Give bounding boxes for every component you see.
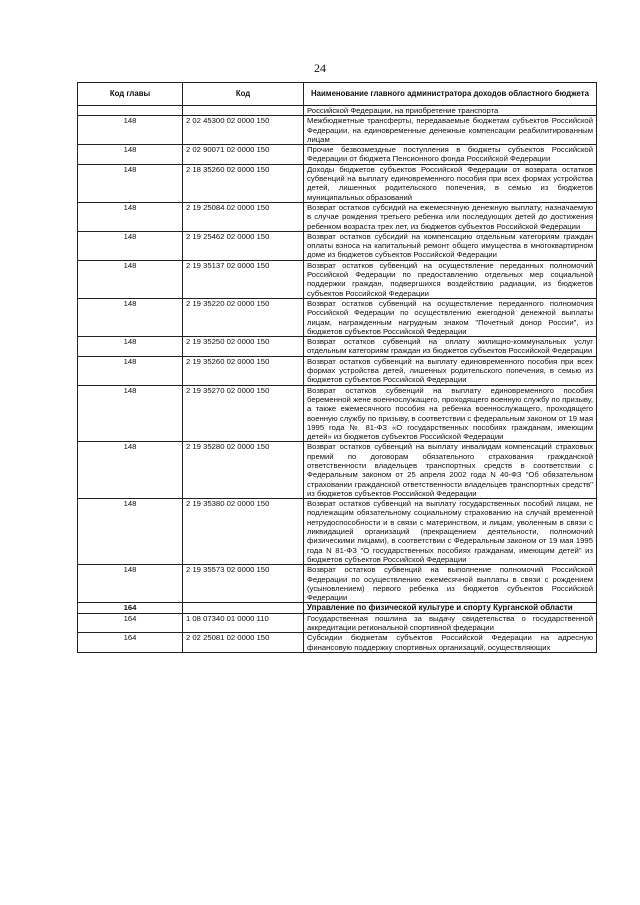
code-cell: 2 19 25462 02 0000 150: [183, 231, 304, 260]
chapter-code-cell: 148: [78, 116, 183, 145]
name-cell: Возврат остатков субсидий на ежемесячную денежную выплату, назначаемую в случае рождения третьего ребенка или последующих детей до достижения ребенком возраста трех лет, из бюджетов субъектов Российской Федерации: [304, 202, 597, 231]
code-cell: 2 19 35573 02 0000 150: [183, 565, 304, 603]
chapter-code-cell: 148: [78, 164, 183, 202]
chapter-code-cell: [78, 106, 183, 116]
header-chapter-code: Код главы: [78, 83, 183, 106]
name-cell: Возврат остатков субвенций на выплату государственных пособий лицам, не подлежащим обязательному социальному страхованию на случай временной нетрудоспособности и в связи с материнством, и лицам, уволенным в связи с ликвидацией организаций (прекращением деятельности, полномочий физическими лицами), в соответствии с Федеральным законом от 19 мая 1995 года N 81-ФЗ "О государственных пособиях гражданам, имеющим детей" из бюджетов субъектов Российской Федерации: [304, 499, 597, 565]
code-cell: [183, 603, 304, 613]
table-row: [78, 164, 597, 202]
chapter-code-cell: 164: [78, 613, 183, 633]
code-cell: 2 18 35260 02 0000 150: [183, 164, 304, 202]
table-row: [78, 633, 597, 653]
page-number: 24: [314, 61, 326, 75]
name-cell: Государственная пошлина за выдачу свидетельства о государственной аккредитации региональной спортивной федерации: [304, 613, 597, 633]
table-row: [78, 613, 597, 633]
chapter-code-cell: 164: [78, 603, 183, 613]
name-cell: Возврат остатков субвенций на осуществление переданного полномочия Российской Федерации по осуществлению ежегодной денежной выплаты лицам, награжденным нагрудным знаком "Почетный донор России", из бюджетов субъектов Российской Федерации: [304, 298, 597, 336]
code-cell: 2 19 35250 02 0000 150: [183, 337, 304, 357]
table-row: [78, 116, 597, 145]
table-row: [78, 298, 597, 336]
chapter-code-cell: 148: [78, 385, 183, 442]
chapter-code-cell: 148: [78, 231, 183, 260]
table-row: [78, 499, 597, 565]
name-cell: Межбюджетные трансферты, передаваемые бюджетам субъектов Российской Федерации, на единовременные денежные компенсации реабилитированным лицам: [304, 116, 597, 145]
name-cell: Возврат остатков субвенций на осуществление переданных полномочий Российской Федерации по предоставлению отдельных мер социальной поддержки граждан, подвергшихся воздействию радиации, из бюджетов субъектов Российской Федерации: [304, 260, 597, 298]
code-cell: 2 02 25081 02 0000 150: [183, 633, 304, 653]
table-row: [78, 442, 597, 499]
code-cell: 2 19 25084 02 0000 150: [183, 202, 304, 231]
name-cell: Возврат остатков субвенций на выполнение полномочий Российской Федерации по осуществлению ежемесячной выплаты в связи с рождением (усыновлением) первого ребенка из бюджетов субъектов Российской Федерации: [304, 565, 597, 603]
code-cell: 2 19 35270 02 0000 150: [183, 385, 304, 442]
table-row: [78, 106, 597, 116]
table-row: [78, 337, 597, 357]
chapter-code-cell: 148: [78, 442, 183, 499]
chapter-code-cell: 148: [78, 356, 183, 385]
chapter-code-cell: 148: [78, 260, 183, 298]
name-cell: Доходы бюджетов субъектов Российской Федерации от возврата остатков субвенций на выплату единовременного пособия при всех формах устройства детей, лишенных родительского попечения, в семью из бюджетов муниципальных образований: [304, 164, 597, 202]
code-cell: 2 02 90071 02 0000 150: [183, 145, 304, 165]
name-cell: Возврат остатков субвенций на выплату инвалидам компенсаций страховых премий по договорам обязательного страхования гражданской ответственности владельцев транспортных средств в соответствии с Федеральным законом от 25 апреля 2002 года N 40-ФЗ "Об обязательном страховании гражданской ответственности владельцев транспортных средств" из бюджетов субъектов Российской Федерации: [304, 442, 597, 499]
name-cell: Управление по физической культуре и спорту Курганской области: [304, 603, 597, 613]
header-code: Код: [183, 83, 304, 106]
chapter-code-cell: 148: [78, 499, 183, 565]
table-row: [78, 385, 597, 442]
name-cell: Возврат остатков субвенций на оплату жилищно-коммунальных услуг отдельным категориям граждан из бюджетов субъектов Российской Федерации: [304, 337, 597, 357]
code-cell: 2 19 35220 02 0000 150: [183, 298, 304, 336]
table-section-row: [78, 603, 597, 613]
header-name: Наименование главного администратора доходов областного бюджета: [304, 83, 597, 106]
code-cell: [183, 106, 304, 116]
code-cell: 1 08 07340 01 0000 110: [183, 613, 304, 633]
table-row: [78, 231, 597, 260]
table-row: [78, 356, 597, 385]
chapter-code-cell: 148: [78, 337, 183, 357]
revenue-administrators-table: [77, 82, 597, 653]
code-cell: 2 19 35260 02 0000 150: [183, 356, 304, 385]
chapter-code-cell: 148: [78, 145, 183, 165]
table-row: [78, 565, 597, 603]
name-cell: Возврат остатков субвенций на выплату единовременного пособия при всех формах устройства детей, лишенных родительского попечения, в семью из бюджетов субъектов Российской Федерации: [304, 356, 597, 385]
chapter-code-cell: 148: [78, 202, 183, 231]
chapter-code-cell: 164: [78, 633, 183, 653]
code-cell: 2 02 45300 02 0000 150: [183, 116, 304, 145]
table-row: [78, 260, 597, 298]
chapter-code-cell: 148: [78, 298, 183, 336]
chapter-code-cell: 148: [78, 565, 183, 603]
code-cell: 2 19 35280 02 0000 150: [183, 442, 304, 499]
name-cell: Прочие безвозмездные поступления в бюджеты субъектов Российской Федерации от бюджета Пенсионного фонда Российской Федерации: [304, 145, 597, 165]
code-cell: 2 19 35137 02 0000 150: [183, 260, 304, 298]
name-cell: Возврат остатков субвенций на выплату единовременного пособия беременной жене военнослужащего, проходящего военную службу по призыву, а также ежемесячного пособия на ребенка военнослужащего, проходящего военную службу по призыву, в соответствии с федеральным законом от 19 мая 1995 года № 81-ФЗ «О государственных пособиях гражданам, имеющим детей» из бюджетов субъектов Российской Федерации: [304, 385, 597, 442]
table-header-row: [78, 83, 597, 106]
table-row: [78, 202, 597, 231]
name-cell: Субсидии бюджетам субъектов Российской Федерации на адресную финансовую поддержку спортивных организаций, осуществляющих: [304, 633, 597, 653]
name-cell: Возврат остатков субсидий на компенсацию отдельным категориям граждан оплаты взноса на капитальный ремонт общего имущества в многоквартирном доме из бюджетов субъектов Российской Федерации: [304, 231, 597, 260]
table-row: [78, 145, 597, 165]
name-cell: Российской Федерации, на приобретение транспорта: [304, 106, 597, 116]
code-cell: 2 19 35380 02 0000 150: [183, 499, 304, 565]
